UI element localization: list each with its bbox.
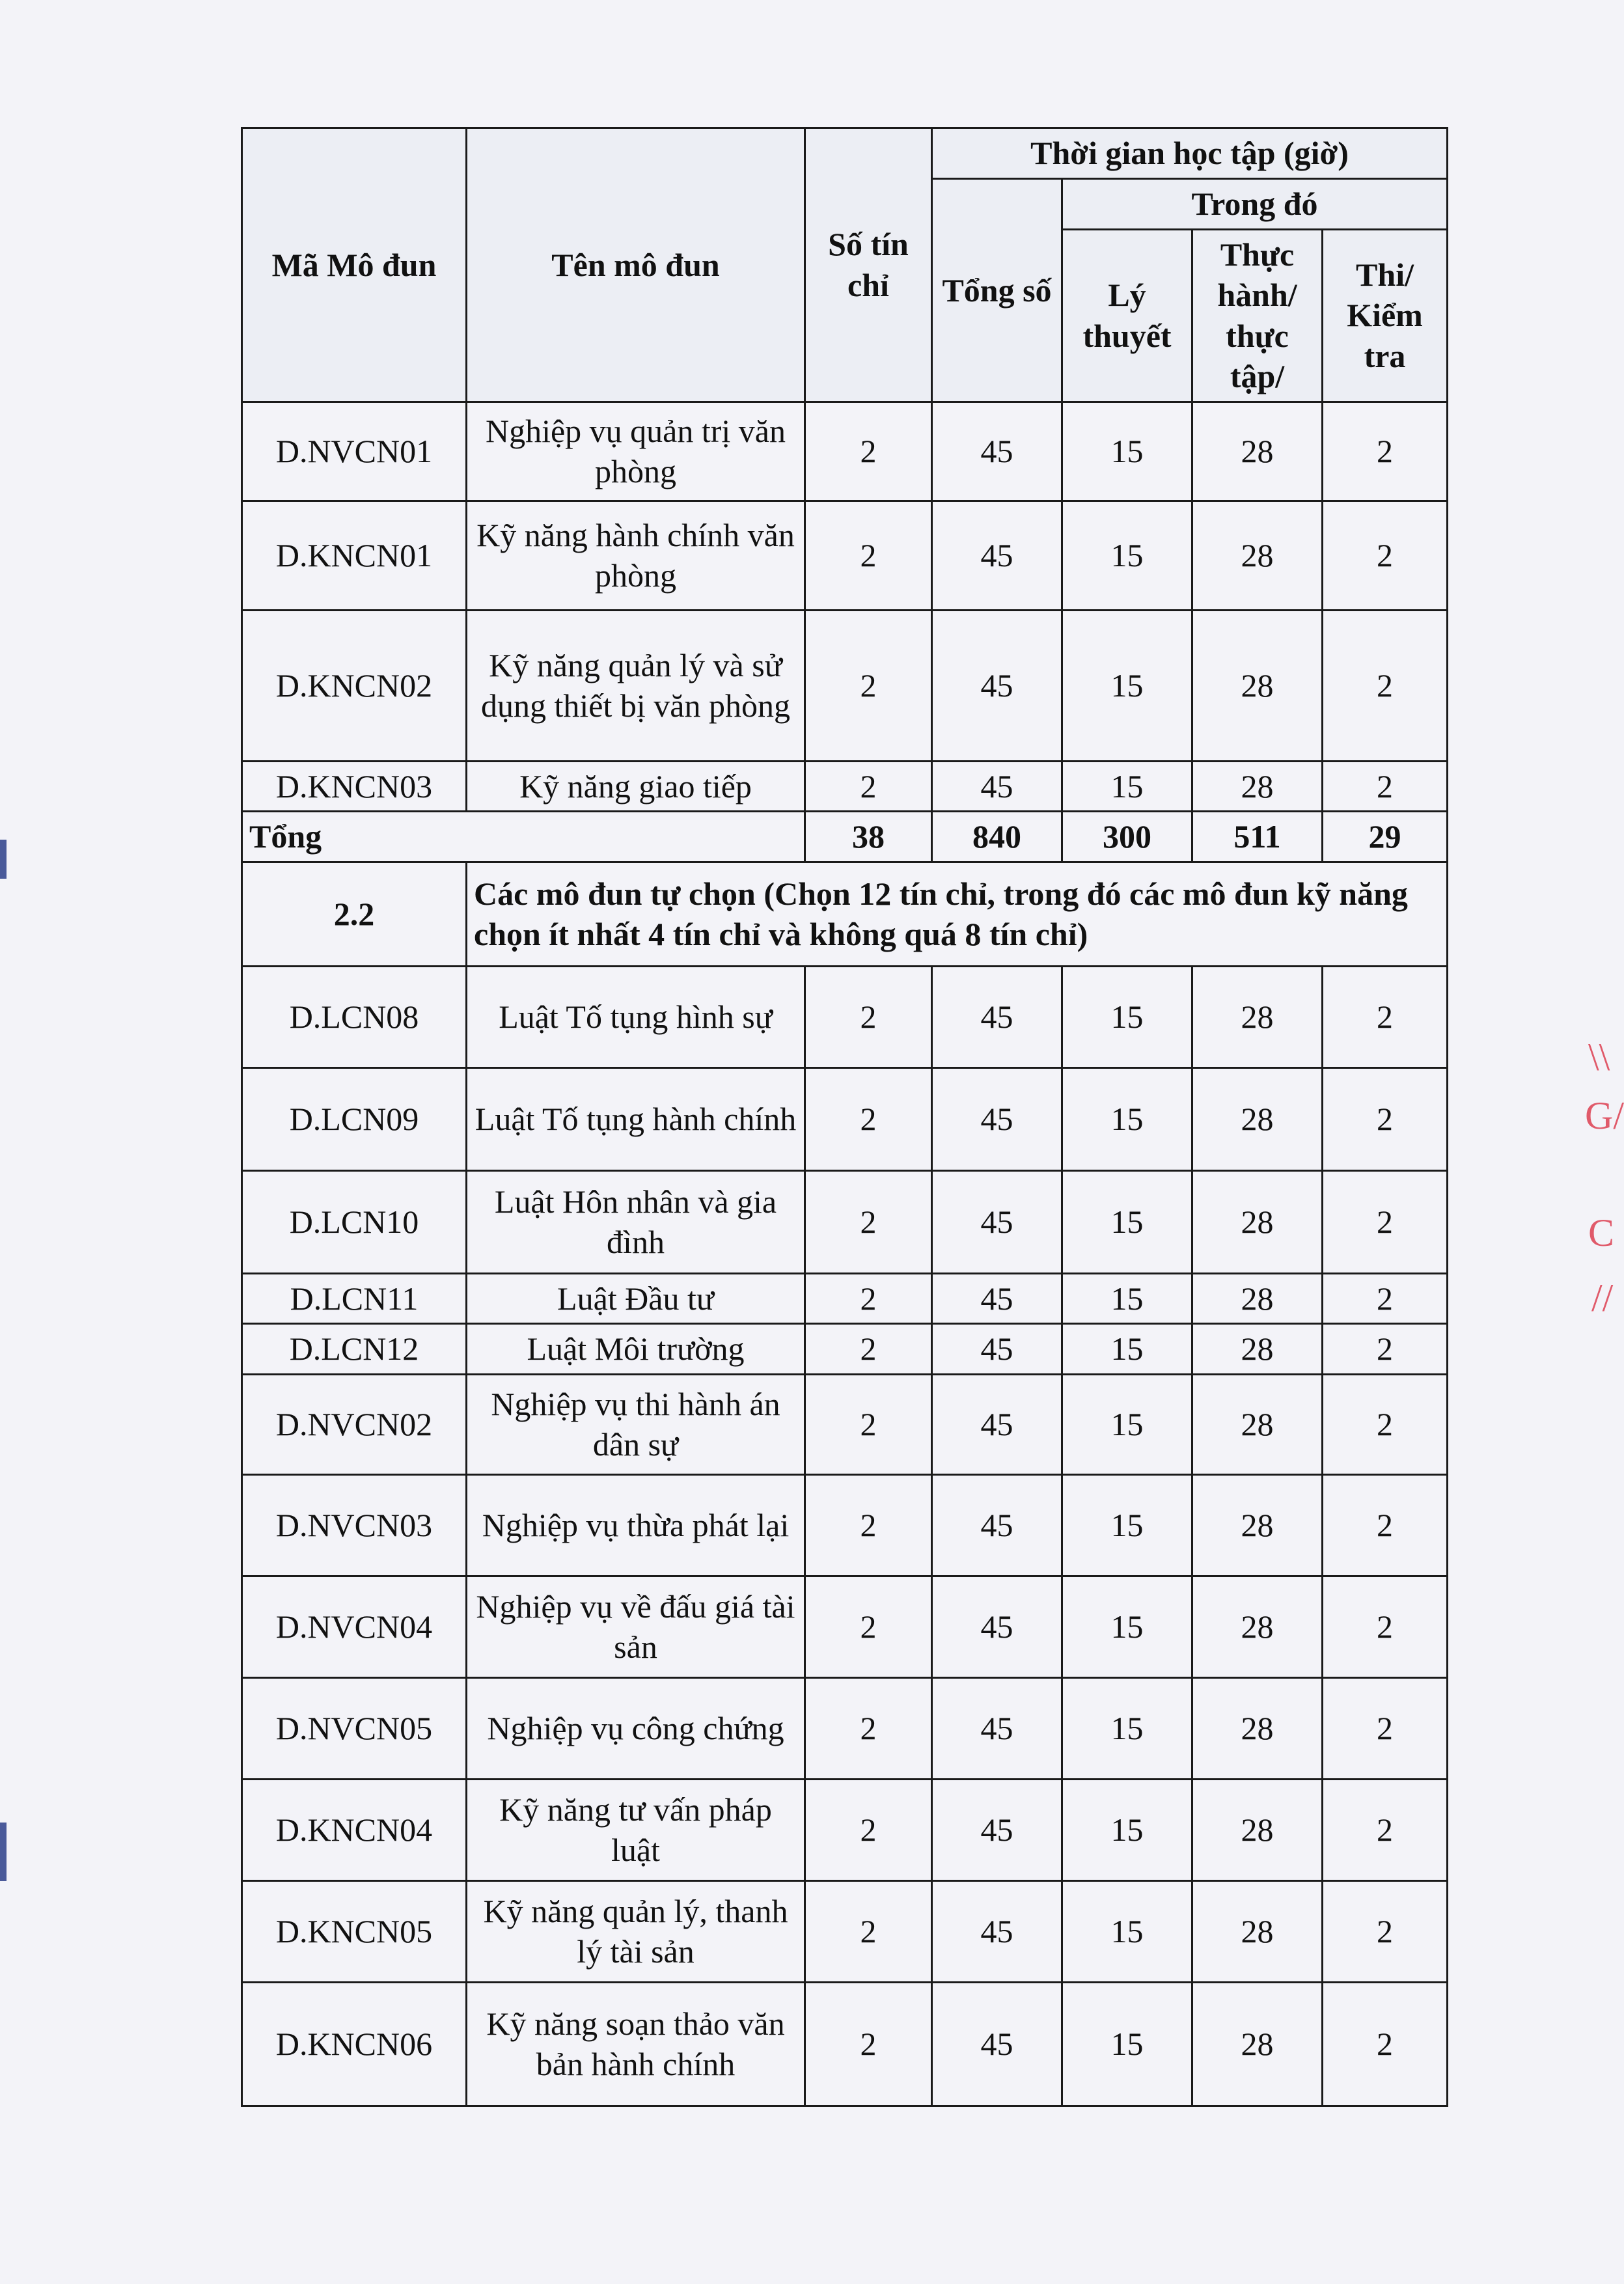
header-theory: Lý thuyết: [1062, 229, 1192, 402]
total-label: Tổng: [242, 812, 805, 862]
practice-cell: 28: [1192, 1880, 1323, 1982]
practice-cell: 28: [1192, 1170, 1323, 1273]
header-exam: Thi/ Kiểm tra: [1323, 229, 1448, 402]
table-row: [242, 1374, 1448, 1474]
practice-cell: 28: [1192, 1576, 1323, 1677]
theory-cell: 15: [1062, 1982, 1192, 2106]
table-row: [242, 1982, 1448, 2106]
module-code: D.NVCN02: [242, 1374, 467, 1474]
practice-cell: 28: [1192, 761, 1323, 812]
total-hours-cell: 45: [932, 610, 1062, 761]
table-row: [242, 1273, 1448, 1324]
total-hours-cell: 45: [932, 1982, 1062, 2106]
total-hours-cell: 45: [932, 501, 1062, 610]
total-row: [242, 812, 1448, 862]
theory-cell: 15: [1062, 610, 1192, 761]
credits-cell: 2: [805, 1677, 932, 1779]
theory-cell: 15: [1062, 761, 1192, 812]
table-row: [242, 1677, 1448, 1779]
table-row: [242, 1880, 1448, 1982]
stamp-fragment: G/: [1585, 1094, 1624, 1137]
total-hours-cell: 45: [932, 1170, 1062, 1273]
credits-cell: 2: [805, 1576, 932, 1677]
module-name: Nghiệp vụ về đấu giá tài sản: [467, 1576, 805, 1677]
theory-cell: 15: [1062, 402, 1192, 501]
theory-cell: 15: [1062, 1576, 1192, 1677]
module-name: Kỹ năng quản lý, thanh lý tài sản: [467, 1880, 805, 1982]
table-row: [242, 1474, 1448, 1576]
theory-cell: 15: [1062, 1324, 1192, 1375]
theory-cell: 15: [1062, 1170, 1192, 1273]
scan-artifact: [0, 1823, 7, 1881]
exam-cell: 2: [1323, 1474, 1448, 1576]
exam-cell: 2: [1323, 1374, 1448, 1474]
header-code: Mã Mô đun: [242, 128, 467, 402]
module-code: D.NVCN04: [242, 1576, 467, 1677]
practice-cell: 28: [1192, 1067, 1323, 1170]
theory-cell: 15: [1062, 1779, 1192, 1880]
total-hours-cell: 45: [932, 1880, 1062, 1982]
exam-cell: 2: [1323, 1170, 1448, 1273]
table-row: [242, 1779, 1448, 1880]
practice-cell: 28: [1192, 1474, 1323, 1576]
credits-cell: 2: [805, 1067, 932, 1170]
credits-cell: 2: [805, 1982, 932, 2106]
practice-cell: 28: [1192, 1324, 1323, 1375]
module-name: Kỹ năng quản lý và sử dụng thiết bị văn phòng: [467, 610, 805, 761]
section-title: Các mô đun tự chọn (Chọn 12 tín chỉ, trong đó các mô đun kỹ năng chọn ít nhất 4 tín chỉ và không quá 8 tín chỉ): [467, 862, 1448, 966]
credits-cell: 2: [805, 1474, 932, 1576]
exam-cell: 2: [1323, 402, 1448, 501]
total-hours-cell: 45: [932, 761, 1062, 812]
module-code: D.LCN10: [242, 1170, 467, 1273]
module-code: D.KNCN06: [242, 1982, 467, 2106]
practice-cell: 28: [1192, 1374, 1323, 1474]
table-body-required: [242, 402, 1448, 812]
total-exam: 29: [1323, 812, 1448, 862]
total-practice: 511: [1192, 812, 1323, 862]
module-name: Kỹ năng hành chính văn phòng: [467, 501, 805, 610]
module-name: Luật Môi trường: [467, 1324, 805, 1375]
module-name: Luật Tố tụng hình sự: [467, 966, 805, 1067]
total-hours: 840: [932, 812, 1062, 862]
total-hours-cell: 45: [932, 966, 1062, 1067]
total-hours-cell: 45: [932, 1677, 1062, 1779]
module-name: Nghiệp vụ công chứng: [467, 1677, 805, 1779]
exam-cell: 2: [1323, 1779, 1448, 1880]
credits-cell: 2: [805, 1273, 932, 1324]
table-total: [242, 812, 1448, 967]
exam-cell: 2: [1323, 966, 1448, 1067]
exam-cell: 2: [1323, 1982, 1448, 2106]
table-row: [242, 966, 1448, 1067]
module-name: Kỹ năng tư vấn pháp luật: [467, 1779, 805, 1880]
header-practice: Thực hành/ thực tập/: [1192, 229, 1323, 402]
module-code: D.NVCN03: [242, 1474, 467, 1576]
table-row: [242, 402, 1448, 501]
module-code: D.NVCN05: [242, 1677, 467, 1779]
practice-cell: 28: [1192, 1273, 1323, 1324]
table-row: [242, 761, 1448, 812]
exam-cell: 2: [1323, 1677, 1448, 1779]
section-row: [242, 862, 1448, 966]
module-code: D.LCN09: [242, 1067, 467, 1170]
practice-cell: 28: [1192, 1677, 1323, 1779]
practice-cell: 28: [1192, 501, 1323, 610]
stamp-fragment: \\: [1588, 1036, 1610, 1079]
credits-cell: 2: [805, 501, 932, 610]
exam-cell: 2: [1323, 761, 1448, 812]
module-name: Luật Tố tụng hành chính: [467, 1067, 805, 1170]
section-number: 2.2: [242, 862, 467, 966]
module-name: Luật Đầu tư: [467, 1273, 805, 1324]
table-row: [242, 1324, 1448, 1375]
module-name: Nghiệp vụ quản trị văn phòng: [467, 402, 805, 501]
module-code: D.LCN08: [242, 966, 467, 1067]
theory-cell: 15: [1062, 1880, 1192, 1982]
total-hours-cell: 45: [932, 1576, 1062, 1677]
credits-cell: 2: [805, 1170, 932, 1273]
module-table: [241, 127, 1448, 2107]
exam-cell: 2: [1323, 1576, 1448, 1677]
module-code: D.KNCN02: [242, 610, 467, 761]
table-body-elective: [242, 966, 1448, 2106]
exam-cell: 2: [1323, 1067, 1448, 1170]
header-of-which: Trong đó: [1062, 179, 1448, 230]
theory-cell: 15: [1062, 1474, 1192, 1576]
module-code: D.KNCN03: [242, 761, 467, 812]
stamp-fragment: C: [1588, 1211, 1615, 1254]
module-name: Luật Hôn nhân và gia đình: [467, 1170, 805, 1273]
practice-cell: 28: [1192, 610, 1323, 761]
total-hours-cell: 45: [932, 1067, 1062, 1170]
exam-cell: 2: [1323, 610, 1448, 761]
total-hours-cell: 45: [932, 1474, 1062, 1576]
total-hours-cell: 45: [932, 1374, 1062, 1474]
theory-cell: 15: [1062, 1273, 1192, 1324]
total-credits: 38: [805, 812, 932, 862]
theory-cell: 15: [1062, 1374, 1192, 1474]
module-name: Kỹ năng soạn thảo văn bản hành chính: [467, 1982, 805, 2106]
theory-cell: 15: [1062, 1067, 1192, 1170]
credits-cell: 2: [805, 1374, 932, 1474]
total-hours-cell: 45: [932, 1273, 1062, 1324]
credits-cell: 2: [805, 402, 932, 501]
theory-cell: 15: [1062, 966, 1192, 1067]
practice-cell: 28: [1192, 1779, 1323, 1880]
module-code: D.KNCN01: [242, 501, 467, 610]
credits-cell: 2: [805, 1880, 932, 1982]
module-code: D.NVCN01: [242, 402, 467, 501]
module-code: D.KNCN04: [242, 1779, 467, 1880]
module-name: Nghiệp vụ thi hành án dân sự: [467, 1374, 805, 1474]
table-row: [242, 1576, 1448, 1677]
credits-cell: 2: [805, 1324, 932, 1375]
module-code: D.KNCN05: [242, 1880, 467, 1982]
theory-cell: 15: [1062, 1677, 1192, 1779]
table-row: [242, 1170, 1448, 1273]
total-theory: 300: [1062, 812, 1192, 862]
scan-artifact: [0, 840, 7, 879]
practice-cell: 28: [1192, 402, 1323, 501]
header-credits: Số tín chỉ: [805, 128, 932, 402]
credits-cell: 2: [805, 761, 932, 812]
exam-cell: 2: [1323, 1324, 1448, 1375]
table-row: [242, 610, 1448, 761]
stamp-fragment: //: [1591, 1276, 1614, 1319]
theory-cell: 15: [1062, 501, 1192, 610]
table-row: [242, 1067, 1448, 1170]
practice-cell: 28: [1192, 966, 1323, 1067]
total-hours-cell: 45: [932, 1324, 1062, 1375]
module-code: D.LCN12: [242, 1324, 467, 1375]
total-hours-cell: 45: [932, 1779, 1062, 1880]
practice-cell: 28: [1192, 1982, 1323, 2106]
credits-cell: 2: [805, 1779, 932, 1880]
credits-cell: 2: [805, 610, 932, 761]
table-row: [242, 501, 1448, 610]
total-hours-cell: 45: [932, 402, 1062, 501]
table-header: [242, 128, 1448, 402]
exam-cell: 2: [1323, 1880, 1448, 1982]
credits-cell: 2: [805, 966, 932, 1067]
exam-cell: 2: [1323, 1273, 1448, 1324]
module-name: Nghiệp vụ thừa phát lại: [467, 1474, 805, 1576]
header-total: Tổng số: [932, 179, 1062, 402]
module-code: D.LCN11: [242, 1273, 467, 1324]
exam-cell: 2: [1323, 501, 1448, 610]
header-time-group: Thời gian học tập (giờ): [932, 128, 1448, 179]
module-name: Kỹ năng giao tiếp: [467, 761, 805, 812]
header-name: Tên mô đun: [467, 128, 805, 402]
